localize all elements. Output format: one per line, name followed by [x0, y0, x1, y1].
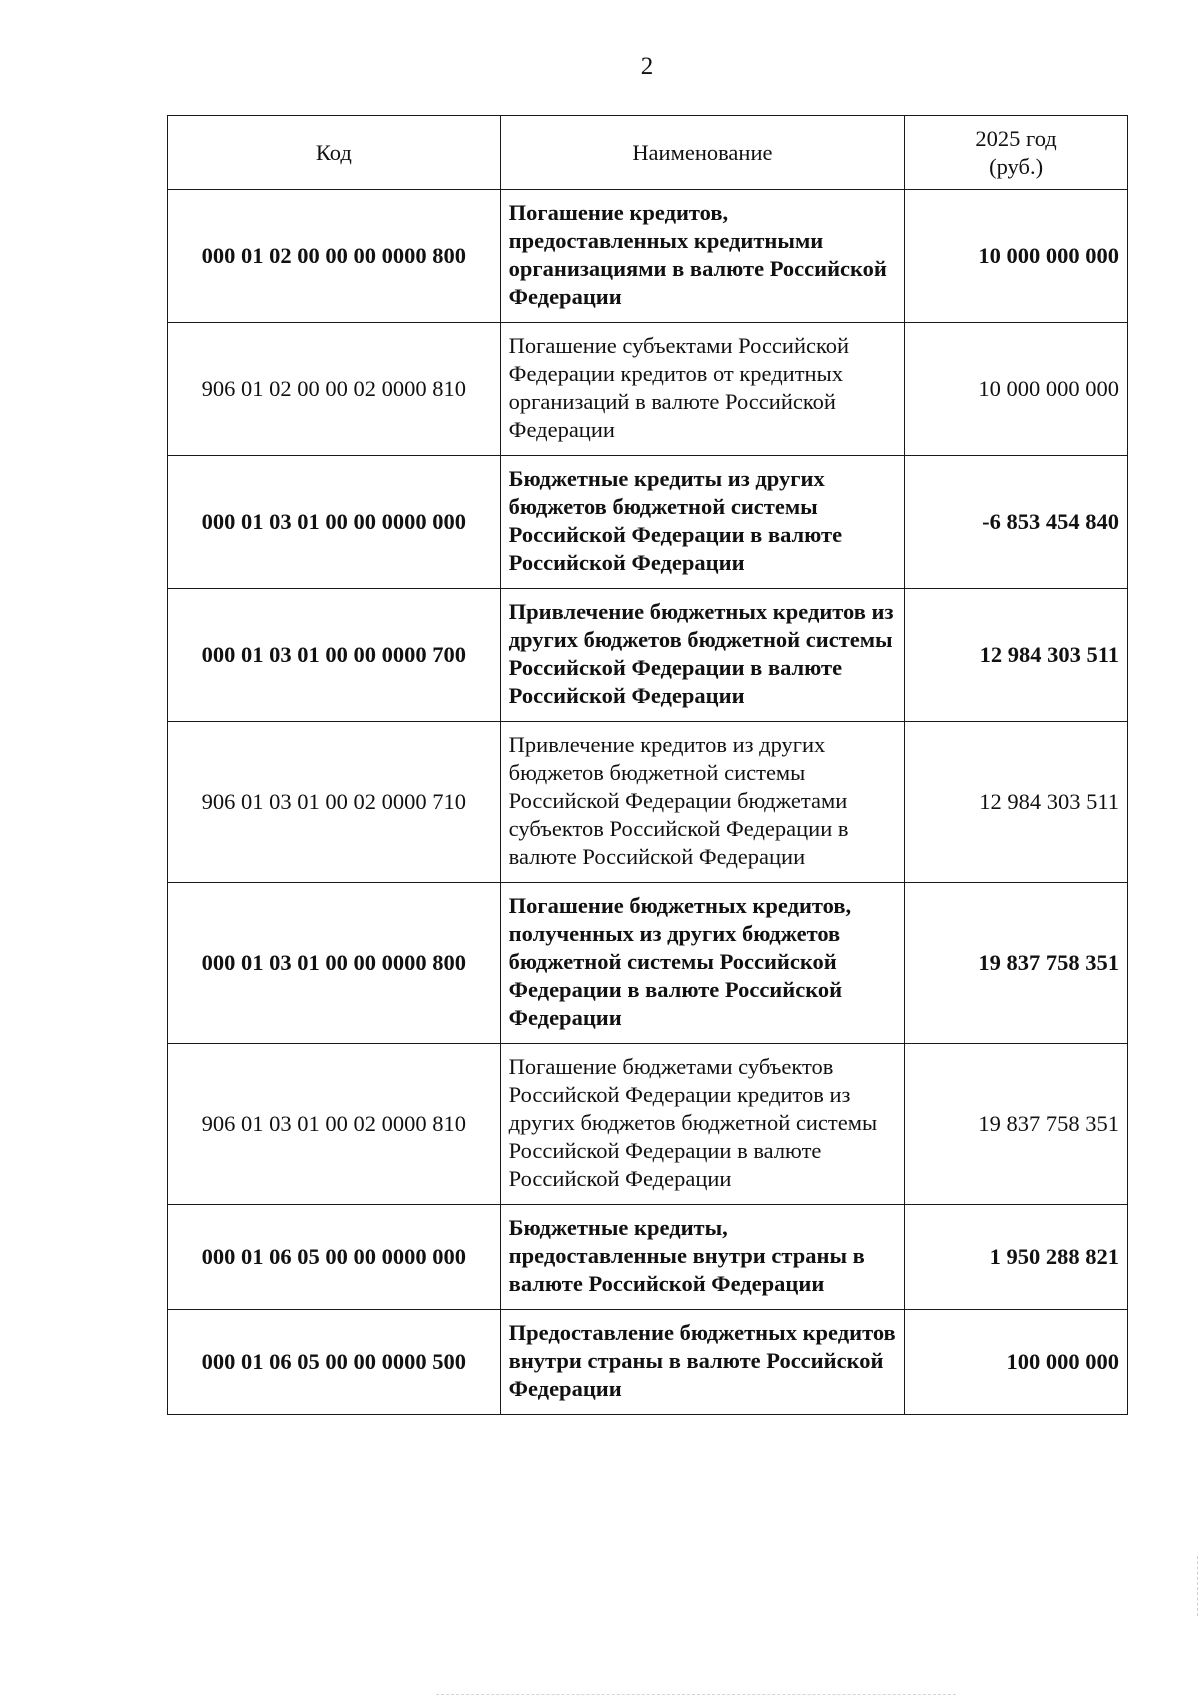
name-cell: Привлечение кредитов из других бюджетов бюджетной системы Российской Федерации бюджетами субъектов Российской Федерации в валюте Российской Федерации — [500, 722, 904, 883]
amount-cell: 12 984 303 511 — [905, 589, 1128, 722]
header-name: Наименование — [500, 116, 904, 190]
page-number: 2 — [640, 53, 654, 80]
code-cell: 000 01 03 01 00 00 0000 800 — [168, 883, 501, 1044]
table-row — [168, 722, 1128, 883]
name-cell: Погашение бюджетных кредитов, полученных из других бюджетов бюджетной системы Российской Федерации в валюте Российской Федерации — [500, 883, 904, 1044]
header-amount-year: 2025 год — [975, 125, 1057, 151]
table-row — [168, 1205, 1128, 1310]
name-cell: Привлечение бюджетных кредитов из других бюджетов бюджетной системы Российской Федерации в валюте Российской Федерации — [500, 589, 904, 722]
amount-cell: 12 984 303 511 — [905, 722, 1128, 883]
table-header-row — [168, 116, 1128, 190]
code-cell: 906 01 02 00 00 02 0000 810 — [168, 323, 501, 456]
code-cell: 906 01 03 01 00 02 0000 710 — [168, 722, 501, 883]
table-row — [168, 323, 1128, 456]
code-cell: 000 01 06 05 00 00 0000 000 — [168, 1205, 501, 1310]
name-cell: Предоставление бюджетных кредитов внутри страны в валюте Российской Федерации — [500, 1310, 904, 1415]
amount-cell: 10 000 000 000 — [905, 190, 1128, 323]
table-row — [168, 1310, 1128, 1415]
name-cell: Погашение бюджетами субъектов Российской Федерации кредитов из других бюджетов бюджетной системы Российской Федерации в валюте Российской Федерации — [500, 1044, 904, 1205]
table-row — [168, 589, 1128, 722]
table-row — [168, 1044, 1128, 1205]
table-row — [168, 883, 1128, 1044]
header-amount-unit: (руб.) — [989, 153, 1044, 179]
amount-cell: 10 000 000 000 — [905, 323, 1128, 456]
amount-cell: 100 000 000 — [905, 1310, 1128, 1415]
code-cell: 000 01 06 05 00 00 0000 500 — [168, 1310, 501, 1415]
amount-cell: -6 853 454 840 — [905, 456, 1128, 589]
code-cell: 000 01 02 00 00 00 0000 800 — [168, 190, 501, 323]
header-amount — [905, 116, 1128, 190]
code-cell: 906 01 03 01 00 02 0000 810 — [168, 1044, 501, 1205]
name-cell: Погашение субъектами Российской Федерации кредитов от кредитных организаций в валюте Российской Федерации — [500, 323, 904, 456]
name-cell: Бюджетные кредиты из других бюджетов бюджетной системы Российской Федерации в валюте Российской Федерации — [500, 456, 904, 589]
amount-cell: 1 950 288 821 — [905, 1205, 1128, 1310]
table-row — [168, 190, 1128, 323]
code-cell: 000 01 03 01 00 00 0000 000 — [168, 456, 501, 589]
amount-cell: 19 837 758 351 — [905, 883, 1128, 1044]
code-cell: 000 01 03 01 00 00 0000 700 — [168, 589, 501, 722]
header-code: Код — [168, 116, 501, 190]
budget-sources-table — [167, 115, 1128, 1415]
amount-cell: 19 837 758 351 — [905, 1044, 1128, 1205]
name-cell: Бюджетные кредиты, предоставленные внутри страны в валюте Российской Федерации — [500, 1205, 904, 1310]
table-row — [168, 456, 1128, 589]
name-cell: Погашение кредитов, предоставленных кредитными организациями в валюте Российской Федерации — [500, 190, 904, 323]
